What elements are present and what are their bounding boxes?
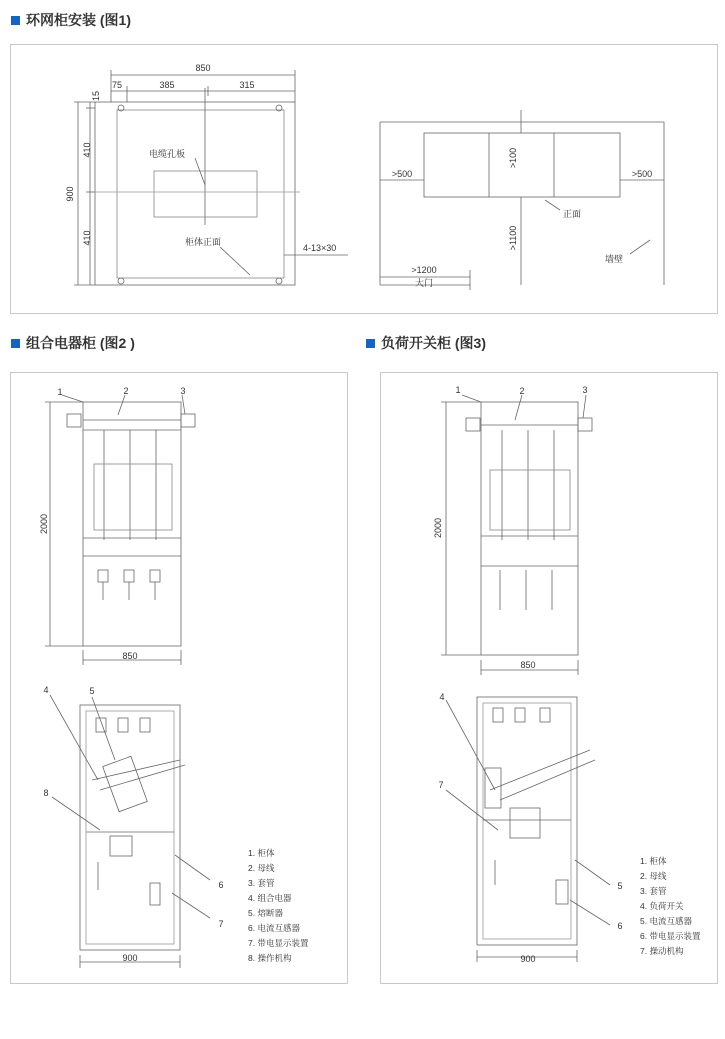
fig3-legend-item: 1. 柜体 bbox=[640, 856, 667, 866]
fig3-callout-3: 3 bbox=[582, 385, 588, 395]
fig3-title: 负荷开关柜 (图3) bbox=[381, 335, 486, 351]
fig1-dim-gt1100: >1100 bbox=[508, 225, 518, 251]
fig3-legend bbox=[640, 856, 701, 956]
fig3-dim-2000: 2000 bbox=[433, 517, 443, 539]
fig2-legend bbox=[248, 848, 309, 963]
fig2-front-view bbox=[45, 395, 195, 665]
fig2-callout-4: 4 bbox=[43, 685, 49, 695]
fig3-legend-item: 6. 带电显示装置 bbox=[640, 931, 701, 941]
fig2-dim-900: 900 bbox=[122, 953, 138, 963]
fig3-legend-item: 4. 负荷开关 bbox=[640, 901, 684, 911]
fig1-dim-gt100: >100 bbox=[508, 147, 518, 169]
fig2-dim-2000: 2000 bbox=[39, 513, 49, 535]
fig3-callout-2: 2 bbox=[519, 386, 525, 396]
fig3-legend-item: 3. 套管 bbox=[640, 886, 667, 896]
fig1-dim-385: 385 bbox=[159, 80, 175, 90]
fig3-dim-850: 850 bbox=[520, 660, 536, 670]
fig1-label-holes: 4-13×30 bbox=[303, 243, 337, 253]
fig1-dim-gt500-left: >500 bbox=[391, 169, 413, 179]
fig1-dim-75: 75 bbox=[111, 80, 123, 90]
fig1-dim-410-bottom: 410 bbox=[82, 230, 92, 246]
fig1-label-cable-plate: 电缆孔板 bbox=[149, 149, 186, 159]
fig1-dim-15: 15 bbox=[91, 90, 101, 102]
fig2-callout-8: 8 bbox=[43, 788, 49, 798]
fig2-callout-7: 7 bbox=[218, 919, 224, 929]
fig1-dim-410-top: 410 bbox=[82, 142, 92, 158]
fig2-side-view bbox=[50, 695, 210, 968]
fig2-callout-1: 1 bbox=[57, 387, 63, 397]
fig1-label-gate: 大门 bbox=[414, 278, 434, 288]
fig1-dim-850: 850 bbox=[195, 63, 211, 73]
fig2-legend-item: 5. 熔断器 bbox=[248, 908, 283, 918]
fig2-legend-item: 7. 带电显示装置 bbox=[248, 938, 309, 948]
fig3-callout-1: 1 bbox=[455, 385, 461, 395]
fig2-callout-2: 2 bbox=[123, 386, 129, 396]
fig2-legend-item: 3. 套管 bbox=[248, 878, 275, 888]
fig1-dim-900: 900 bbox=[65, 186, 75, 202]
fig1-title: 环网柜安装 (图1) bbox=[26, 12, 131, 28]
fig3-legend-item: 5. 电流互感器 bbox=[640, 916, 692, 926]
fig2-legend-item: 6. 电流互感器 bbox=[248, 923, 300, 933]
fig1-label-wall: 墙壁 bbox=[605, 254, 624, 264]
fig3-callout-7: 7 bbox=[438, 780, 444, 790]
fig3-callout-4: 4 bbox=[439, 692, 445, 702]
fig3-dim-900: 900 bbox=[520, 954, 536, 964]
fig1-dim-315: 315 bbox=[239, 80, 255, 90]
fig2-legend-item: 4. 组合电器 bbox=[248, 893, 292, 903]
fig3-front-view bbox=[441, 395, 592, 675]
fig3-callout-5: 5 bbox=[617, 881, 623, 891]
fig2-callout-5: 5 bbox=[89, 686, 95, 696]
fig2-legend-item: 2. 母线 bbox=[248, 863, 275, 873]
fig2-legend-item: 1. 柜体 bbox=[248, 848, 275, 858]
fig2-callout-3: 3 bbox=[180, 386, 186, 396]
fig1-label-cabinet-front: 柜体正面 bbox=[185, 237, 222, 247]
fig2-callout-6: 6 bbox=[218, 880, 224, 890]
fig3-side-view bbox=[446, 697, 610, 962]
fig1-label-front: 正面 bbox=[563, 209, 582, 219]
fig3-legend-item: 2. 母线 bbox=[640, 871, 667, 881]
fig2-legend-item: 8. 操作机构 bbox=[248, 953, 292, 963]
fig3-callout-6: 6 bbox=[617, 921, 623, 931]
fig1-dim-gt1200: >1200 bbox=[411, 265, 437, 275]
fig3-legend-item: 7. 操动机构 bbox=[640, 946, 684, 956]
fig2-dim-850: 850 bbox=[122, 651, 138, 661]
fig2-title: 组合电器柜 (图2 ) bbox=[26, 335, 135, 351]
fig1-dim-gt500-right: >500 bbox=[631, 169, 653, 179]
